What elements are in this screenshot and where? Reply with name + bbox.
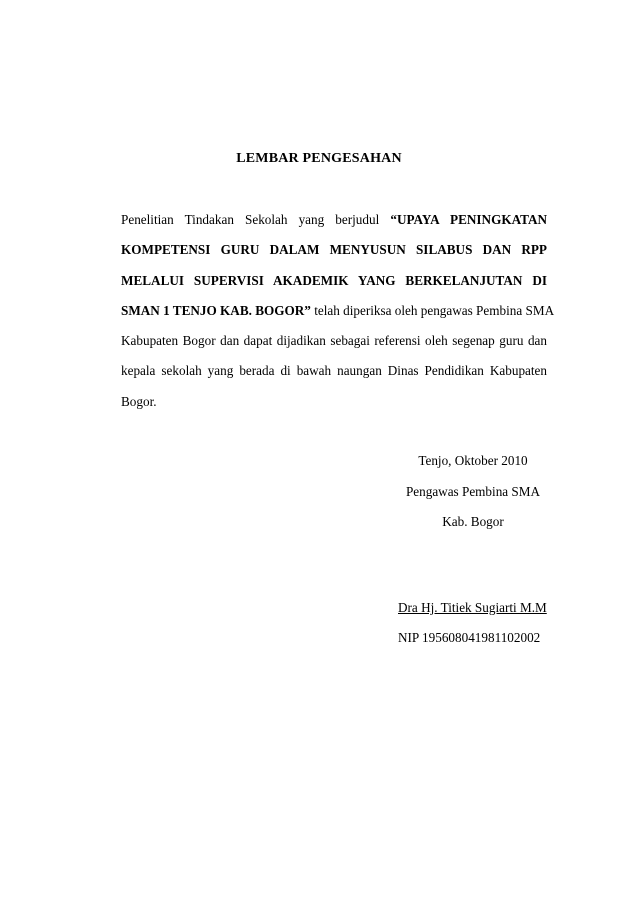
paragraph-line-1 (121, 205, 547, 235)
line-4-bold: SMAN 1 TENJO KAB. BOGOR” (121, 302, 311, 318)
signature-region: Kab. Bogor (442, 514, 504, 529)
line-4-text: telah diperiksa oleh pengawas Pembina SMA (310, 302, 555, 318)
paragraph-line-2 (121, 235, 547, 265)
line-5-text: Kabupaten Bogor dan dapat dijadikan sebagai referensi oleh segenap guru dan (121, 333, 547, 349)
paragraph-line-3 (121, 266, 547, 296)
paragraph-line-4 (121, 296, 555, 326)
body-paragraph (121, 205, 555, 417)
paragraph-line-6 (121, 356, 547, 386)
line-1-bold: “UPAYA PENINGKATAN (390, 212, 547, 227)
paragraph-line-7 (121, 387, 547, 417)
paragraph-line-5 (121, 326, 547, 356)
signatory-nip: NIP 195608041981102002 (398, 630, 541, 645)
page-title: LEMBAR PENGESAHAN (236, 151, 402, 166)
line-7-text: Bogor. (121, 393, 157, 409)
line-1-text: Penelitian Tindakan Sekolah yang berjudul (121, 212, 391, 227)
signature-place-date: Tenjo, Oktober 2010 (418, 453, 528, 468)
line-3-bold: MELALUI SUPERVISI AKADEMIK YANG BERKELANJUTAN DI (121, 272, 547, 288)
line-2-bold: KOMPETENSI GURU DALAM MENYUSUN SILABUS DAN RPP (121, 242, 547, 258)
signature-position: Pengawas Pembina SMA (405, 484, 541, 499)
line-6-text: kepala sekolah yang berada di bawah naungan Dinas Pendidikan Kabupaten (121, 363, 547, 379)
signatory-name: Dra Hj. Titiek Sugiarti M.M (398, 600, 547, 615)
